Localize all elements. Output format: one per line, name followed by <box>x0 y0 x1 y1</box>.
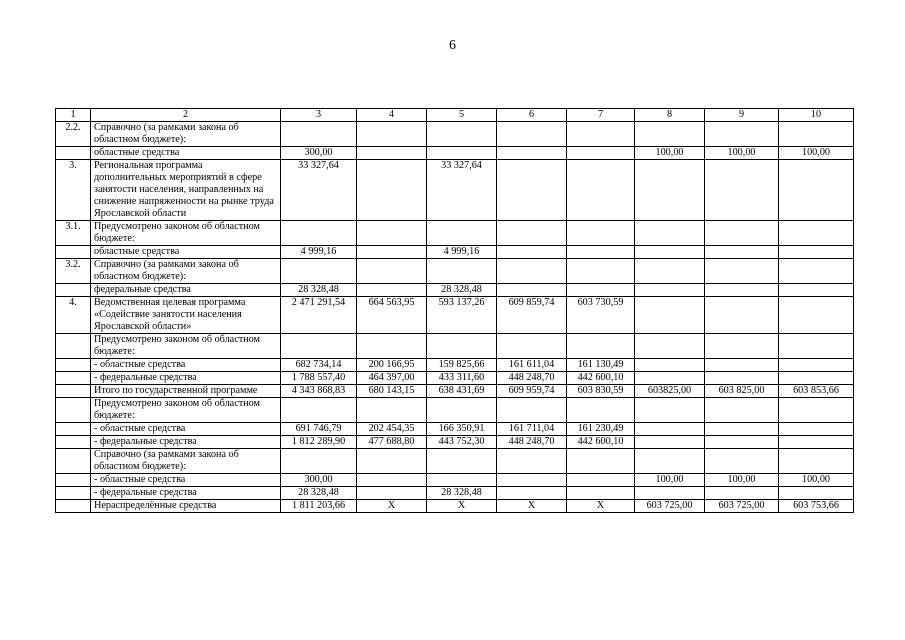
value-cell <box>635 122 705 147</box>
value-cell: 100,00 <box>779 147 854 160</box>
value-cell: 603 725,00 <box>705 500 779 513</box>
value-cell: 200 166,95 <box>357 359 427 372</box>
value-cell: 448 248,70 <box>497 436 567 449</box>
value-cell: 300,00 <box>281 474 357 487</box>
value-cell <box>357 246 427 259</box>
value-cell <box>567 284 635 297</box>
value-cell <box>281 259 357 284</box>
value-cell <box>635 259 705 284</box>
value-cell: 603 725,00 <box>635 500 705 513</box>
value-cell <box>497 246 567 259</box>
value-cell: 603 730,59 <box>567 297 635 334</box>
row-number-cell: 3.2. <box>56 259 91 284</box>
row-number-cell <box>56 284 91 297</box>
header-cell: 4 <box>357 109 427 122</box>
value-cell: X <box>497 500 567 513</box>
row-label-cell: - областные средства <box>91 423 281 436</box>
value-cell: 100,00 <box>635 474 705 487</box>
row-label-cell: Справочно (за рамками закона об областном бюджете): <box>91 122 281 147</box>
value-cell <box>779 160 854 221</box>
row-number-cell <box>56 474 91 487</box>
value-cell <box>779 398 854 423</box>
row-label-cell: Итого по государственной программе <box>91 385 281 398</box>
value-cell <box>705 334 779 359</box>
row-number-cell <box>56 423 91 436</box>
value-cell <box>635 423 705 436</box>
value-cell <box>427 147 497 160</box>
value-cell: 680 143,15 <box>357 385 427 398</box>
value-cell <box>779 487 854 500</box>
value-cell <box>635 449 705 474</box>
value-cell: 442 600,10 <box>567 436 635 449</box>
value-cell <box>497 147 567 160</box>
value-cell <box>567 487 635 500</box>
row-label-cell: Предусмотрено законом об областном бюджете: <box>91 334 281 359</box>
table-row <box>56 398 854 423</box>
budget-table <box>55 108 854 513</box>
value-cell <box>497 334 567 359</box>
value-cell: 603 753,66 <box>779 500 854 513</box>
value-cell: 691 746,79 <box>281 423 357 436</box>
row-label-cell: областные средства <box>91 246 281 259</box>
value-cell <box>567 398 635 423</box>
value-cell <box>779 423 854 436</box>
value-cell <box>779 122 854 147</box>
value-cell: 28 328,48 <box>427 284 497 297</box>
row-label-cell: - федеральные средства <box>91 487 281 500</box>
value-cell <box>635 160 705 221</box>
row-label-cell: областные средства <box>91 147 281 160</box>
value-cell <box>779 334 854 359</box>
value-cell: 28 328,48 <box>427 487 497 500</box>
row-label-cell: Ведомственная целевая программа «Содействие занятости населения Ярославской области» <box>91 297 281 334</box>
value-cell: 664 563,95 <box>357 297 427 334</box>
table-header-row <box>56 109 854 122</box>
value-cell <box>779 449 854 474</box>
value-cell: 593 137,26 <box>427 297 497 334</box>
header-cell: 10 <box>779 109 854 122</box>
value-cell: 609 859,74 <box>497 297 567 334</box>
value-cell <box>635 359 705 372</box>
table-row <box>56 284 854 297</box>
value-cell <box>497 259 567 284</box>
table-row <box>56 221 854 246</box>
row-label-cell: - областные средства <box>91 474 281 487</box>
value-cell: 166 350,91 <box>427 423 497 436</box>
value-cell <box>427 449 497 474</box>
table-row <box>56 487 854 500</box>
value-cell: 161 230,49 <box>567 423 635 436</box>
value-cell: 28 328,48 <box>281 487 357 500</box>
value-cell: 603 830,59 <box>567 385 635 398</box>
value-cell <box>357 122 427 147</box>
value-cell <box>779 284 854 297</box>
value-cell: X <box>427 500 497 513</box>
row-label-cell: Предусмотрено законом об областном бюджете: <box>91 398 281 423</box>
table-row <box>56 160 854 221</box>
value-cell: 603 853,66 <box>779 385 854 398</box>
row-label-cell: Нераспределённые средства <box>91 500 281 513</box>
value-cell <box>357 221 427 246</box>
row-number-cell <box>56 246 91 259</box>
value-cell: 33 327,64 <box>281 160 357 221</box>
value-cell: 609 959,74 <box>497 385 567 398</box>
value-cell <box>357 334 427 359</box>
value-cell <box>779 436 854 449</box>
value-cell <box>497 122 567 147</box>
value-cell: X <box>357 500 427 513</box>
value-cell <box>705 398 779 423</box>
header-cell: 9 <box>705 109 779 122</box>
header-cell: 1 <box>56 109 91 122</box>
value-cell <box>567 122 635 147</box>
value-cell <box>635 284 705 297</box>
value-cell <box>281 122 357 147</box>
page-number: 6 <box>449 38 456 53</box>
value-cell: 100,00 <box>779 474 854 487</box>
value-cell: 603825,00 <box>635 385 705 398</box>
row-number-cell <box>56 449 91 474</box>
table-row <box>56 259 854 284</box>
value-cell <box>567 147 635 160</box>
value-cell <box>705 221 779 246</box>
value-cell: 2 471 291,54 <box>281 297 357 334</box>
row-number-cell <box>56 436 91 449</box>
value-cell <box>281 334 357 359</box>
row-label-cell: Региональная программа дополнительных мероприятий в сфере занятости населения, направленных на снижение напряженности на рынке труда Ярославской области <box>91 160 281 221</box>
value-cell: 100,00 <box>705 474 779 487</box>
value-cell <box>427 334 497 359</box>
value-cell <box>567 259 635 284</box>
table-row <box>56 436 854 449</box>
value-cell <box>635 436 705 449</box>
value-cell <box>705 372 779 385</box>
value-cell <box>705 297 779 334</box>
row-number-cell <box>56 385 91 398</box>
value-cell: 4 343 868,83 <box>281 385 357 398</box>
row-number-cell <box>56 372 91 385</box>
table-row <box>56 474 854 487</box>
value-cell: 159 825,66 <box>427 359 497 372</box>
row-number-cell <box>56 334 91 359</box>
value-cell <box>357 398 427 423</box>
value-cell <box>779 221 854 246</box>
value-cell: 1 811 203,66 <box>281 500 357 513</box>
row-label-cell: Справочно (за рамками закона об областном бюджете): <box>91 259 281 284</box>
row-label-cell: - федеральные средства <box>91 372 281 385</box>
row-label-cell: - федеральные средства <box>91 436 281 449</box>
value-cell <box>497 449 567 474</box>
value-cell <box>705 359 779 372</box>
table-row <box>56 334 854 359</box>
value-cell <box>497 398 567 423</box>
value-cell <box>635 487 705 500</box>
table-row <box>56 449 854 474</box>
value-cell <box>497 284 567 297</box>
value-cell <box>357 284 427 297</box>
value-cell <box>705 487 779 500</box>
value-cell: 100,00 <box>635 147 705 160</box>
row-number-cell <box>56 398 91 423</box>
value-cell <box>635 398 705 423</box>
table-row <box>56 423 854 436</box>
table-row <box>56 122 854 147</box>
value-cell: X <box>567 500 635 513</box>
value-cell <box>705 259 779 284</box>
value-cell <box>567 334 635 359</box>
value-cell: 448 248,70 <box>497 372 567 385</box>
value-cell <box>779 259 854 284</box>
value-cell <box>497 160 567 221</box>
value-cell <box>281 221 357 246</box>
table-row <box>56 359 854 372</box>
value-cell: 300,00 <box>281 147 357 160</box>
value-cell <box>635 246 705 259</box>
value-cell <box>281 398 357 423</box>
value-cell <box>567 474 635 487</box>
row-label-cell: Предусмотрено законом об областном бюджете: <box>91 221 281 246</box>
value-cell <box>635 221 705 246</box>
value-cell <box>357 259 427 284</box>
value-cell <box>779 359 854 372</box>
row-number-cell <box>56 359 91 372</box>
value-cell <box>705 449 779 474</box>
value-cell <box>635 372 705 385</box>
value-cell: 603 825,00 <box>705 385 779 398</box>
value-cell <box>357 147 427 160</box>
value-cell <box>357 474 427 487</box>
value-cell <box>427 122 497 147</box>
row-label-cell: Справочно (за рамками закона об областном бюджете): <box>91 449 281 474</box>
value-cell: 161 711,04 <box>497 423 567 436</box>
value-cell: 638 431,69 <box>427 385 497 398</box>
value-cell <box>779 297 854 334</box>
row-number-cell: 3. <box>56 160 91 221</box>
value-cell <box>705 284 779 297</box>
header-cell: 2 <box>91 109 281 122</box>
value-cell: 33 327,64 <box>427 160 497 221</box>
value-cell <box>705 160 779 221</box>
value-cell: 4 999,16 <box>427 246 497 259</box>
value-cell: 464 397,00 <box>357 372 427 385</box>
value-cell <box>567 449 635 474</box>
value-cell: 477 688,80 <box>357 436 427 449</box>
value-cell <box>357 449 427 474</box>
row-label-cell: - областные средства <box>91 359 281 372</box>
value-cell <box>635 334 705 359</box>
table-row <box>56 500 854 513</box>
value-cell: 28 328,48 <box>281 284 357 297</box>
header-cell: 6 <box>497 109 567 122</box>
header-cell: 3 <box>281 109 357 122</box>
table-row <box>56 297 854 334</box>
value-cell: 442 600,10 <box>567 372 635 385</box>
row-number-cell: 2.2. <box>56 122 91 147</box>
value-cell <box>567 246 635 259</box>
value-cell <box>427 221 497 246</box>
value-cell <box>497 474 567 487</box>
value-cell: 682 734,14 <box>281 359 357 372</box>
value-cell <box>427 474 497 487</box>
value-cell: 443 752,30 <box>427 436 497 449</box>
header-cell: 7 <box>567 109 635 122</box>
value-cell <box>567 221 635 246</box>
value-cell: 1 812 289,90 <box>281 436 357 449</box>
value-cell <box>705 436 779 449</box>
row-label-cell: федеральные средства <box>91 284 281 297</box>
header-cell: 8 <box>635 109 705 122</box>
value-cell <box>357 160 427 221</box>
value-cell <box>705 246 779 259</box>
value-cell <box>497 487 567 500</box>
value-cell: 202 454,35 <box>357 423 427 436</box>
value-cell: 161 611,04 <box>497 359 567 372</box>
value-cell <box>281 449 357 474</box>
table-row <box>56 385 854 398</box>
table-row <box>56 372 854 385</box>
value-cell <box>779 246 854 259</box>
value-cell <box>635 297 705 334</box>
value-cell: 100,00 <box>705 147 779 160</box>
value-cell <box>427 398 497 423</box>
value-cell: 433 311,60 <box>427 372 497 385</box>
value-cell: 4 999,16 <box>281 246 357 259</box>
row-number-cell <box>56 147 91 160</box>
value-cell <box>705 423 779 436</box>
table-row <box>56 246 854 259</box>
table-row <box>56 147 854 160</box>
value-cell <box>567 160 635 221</box>
value-cell <box>497 221 567 246</box>
row-number-cell: 4. <box>56 297 91 334</box>
header-cell: 5 <box>427 109 497 122</box>
row-number-cell: 3.1. <box>56 221 91 246</box>
value-cell <box>357 487 427 500</box>
row-number-cell <box>56 500 91 513</box>
value-cell <box>427 259 497 284</box>
row-number-cell <box>56 487 91 500</box>
value-cell: 161 130,49 <box>567 359 635 372</box>
value-cell <box>705 122 779 147</box>
value-cell: 1 788 557,40 <box>281 372 357 385</box>
value-cell <box>779 372 854 385</box>
